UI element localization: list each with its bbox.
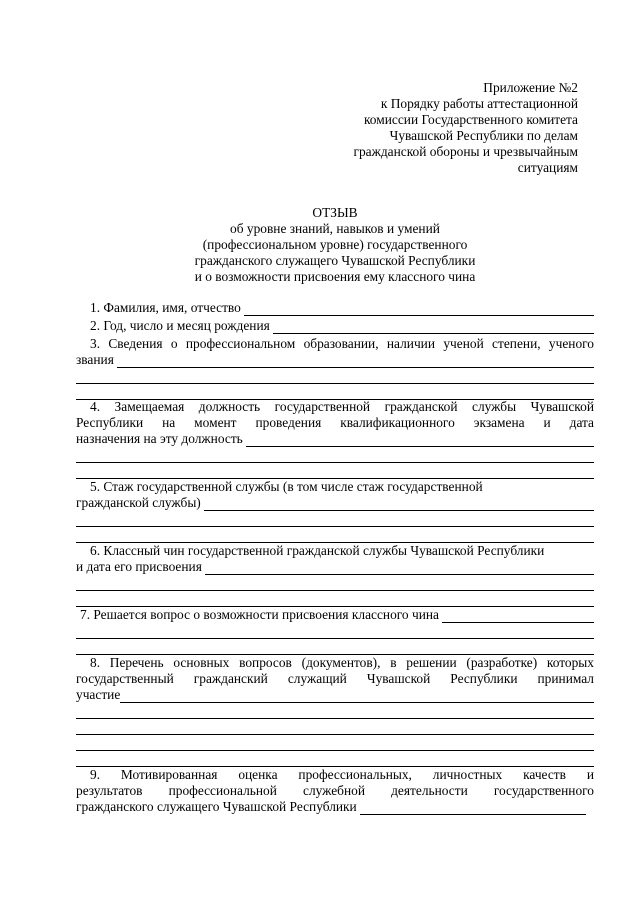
appendix-line: гражданской обороны и чрезвычайным — [353, 144, 578, 159]
field-main-issues — [76, 655, 594, 767]
rank-question-blank-line[interactable] — [76, 639, 594, 655]
service-length-blank-line[interactable] — [76, 527, 594, 543]
document-title — [76, 205, 594, 285]
evaluation-blank[interactable] — [360, 802, 586, 815]
title-line: гражданского служащего Чувашской Республики — [194, 253, 476, 268]
field-label: гражданского служащего Чувашской Республики — [76, 799, 357, 814]
field-label: 1. Фамилия, имя, отчество — [90, 300, 241, 315]
field-birth-date — [76, 318, 594, 334]
field-label: и дата его присвоения — [76, 559, 202, 574]
main-issues-blank-line[interactable] — [76, 719, 594, 735]
main-issues-blank-line[interactable] — [76, 703, 594, 719]
field-label: 5. Стаж государственной службы (в том числе стаж государственной — [90, 479, 483, 494]
field-full-name — [76, 300, 594, 316]
appendix-line: комиссии Государственного комитета — [363, 112, 578, 127]
field-label: гражданской службы) — [76, 495, 201, 510]
appendix-line: ситуациям — [517, 160, 578, 175]
position-blank[interactable] — [246, 434, 594, 447]
appendix-line: Приложение №2 — [483, 80, 578, 95]
field-label: результатов профессиональной служебной деятельности государственного — [76, 783, 594, 798]
field-label: участие — [76, 687, 121, 702]
title-line: (профессиональном уровне) государственного — [202, 237, 468, 252]
field-label: звания — [76, 352, 114, 367]
field-service-length — [76, 479, 594, 543]
main-issues-blank-line[interactable] — [76, 751, 594, 767]
class-rank-blank-line[interactable] — [76, 591, 594, 607]
full-name-blank[interactable] — [244, 303, 594, 316]
field-education — [76, 336, 594, 400]
service-length-blank-line[interactable] — [76, 511, 594, 527]
appendix-header — [258, 80, 578, 176]
birth-date-blank[interactable] — [273, 321, 594, 334]
position-blank-line[interactable] — [76, 447, 594, 463]
field-label: 2. Год, число и месяц рождения — [90, 318, 270, 333]
field-label: 8. Перечень основных вопросов (документов), в решении (разработке) которых — [90, 655, 594, 670]
field-label: 7. Решается вопрос о возможности присвоения классного чина — [80, 607, 439, 622]
service-length-blank[interactable] — [204, 498, 594, 511]
rank-question-blank-line[interactable] — [76, 623, 594, 639]
appendix-line: Чувашской Республики по делам — [389, 128, 578, 143]
title-line: и о возможности присвоения ему классного чина — [194, 269, 476, 284]
field-position — [76, 399, 594, 479]
field-label: государственный гражданский служащий Чувашской Республики принимал — [76, 671, 594, 686]
title-heading: ОТЗЫВ — [312, 205, 358, 220]
education-blank[interactable] — [117, 355, 594, 368]
class-rank-blank[interactable] — [205, 562, 594, 575]
rank-question-blank[interactable] — [442, 610, 594, 623]
field-label: 3. Сведения о профессиональном образовании, наличии ученой степени, ученого — [90, 336, 594, 351]
main-issues-blank[interactable] — [120, 690, 594, 703]
field-evaluation — [76, 767, 594, 815]
class-rank-blank-line[interactable] — [76, 575, 594, 591]
field-rank-question — [76, 607, 594, 655]
education-blank-line[interactable] — [76, 368, 594, 384]
position-blank-line[interactable] — [76, 463, 594, 479]
field-label: 4. Замещаемая должность государственной гражданской службы Чувашской — [90, 399, 594, 414]
appendix-line: к Порядку работы аттестационной — [380, 96, 578, 111]
field-label: 6. Классный чин государственной гражданской службы Чувашской Республики — [90, 543, 545, 558]
title-line: об уровне знаний, навыков и умений — [230, 221, 440, 236]
main-issues-blank-line[interactable] — [76, 735, 594, 751]
field-class-rank — [76, 543, 594, 607]
field-label: 9. Мотивированная оценка профессиональных, личностных качеств и — [90, 767, 594, 782]
education-blank-line[interactable] — [76, 384, 594, 400]
field-label: Республики на момент проведения квалификационного экзамена и дата — [76, 415, 594, 430]
field-label: назначения на эту должность — [76, 431, 243, 446]
